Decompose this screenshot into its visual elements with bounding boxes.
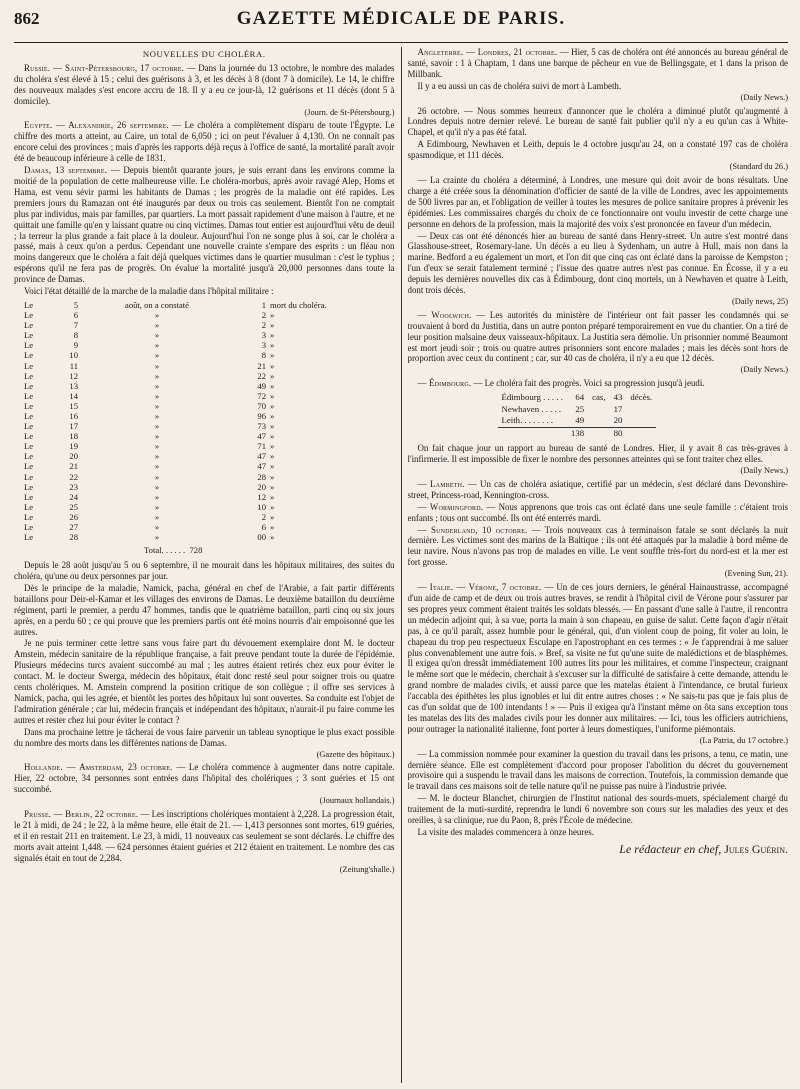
table-row [22,441,332,451]
row-day: 28 [69,532,78,543]
row-deaths: 20 [257,481,266,492]
row-day: 8 [73,330,78,341]
source-prusse: (Zeitung'shalle.) [339,864,395,874]
row-prefix: Le [24,431,34,442]
row-label: » [154,410,160,421]
row-tail: » [270,330,275,341]
row-cases-unit [588,427,609,439]
paragraph-damas-3: Dès le principe de la maladie, Namick, pacha, général en chef de l'Arabie, a fait partir différents bataillons pour Deir-el-Kamar et les villages des environs de Damas. Le deuxième bataillon du deuxième régiment, parti le premier, a perdu 47 hommes, tandis que le quatrième bataillon, parti cinq ou six jours après, en a perdu 60 ; ce qui prouve que les premiers partis ont été moins nourris d'air empoisonné que les autres. [14,582,395,637]
row-prefix: Le [24,461,34,472]
right-column [408,47,789,1077]
row-day: 12 [69,370,78,381]
article-prusse: Prusse. — Berlin, 22 octobre. — Les inscriptions cholériques montaient à 2,228. La progression était, le 21 à midi, de 24 ; le 22, à la même heure, elle était de 21. — 1,413 personnes sont mortes, 619 guéries, et il en restait 211 en traitement. Le 23, à midi, 11 nouveaux cas seulement se sont déclarés. Le chiffre des morts avait atteint 1,448. — 624 personnes étaient guéries et 212 étaient en traitement. Le nombre des cas signalés était en tout de 2,284. [14,809,395,863]
row-prefix: Le [24,501,34,512]
row-deaths: 71 [257,441,266,452]
row-tail: » [270,370,275,381]
row-day: 20 [69,451,78,462]
article-crainte: — La crainte du choléra a déterminé, à Londres, une mesure qui doit avoir de bons résultats. Une charge a été créée sous la dénomination d'officier de santé de la ville de Londres, avec les appointements de 500 livres par an, et l'obligation de veiller à toutes les mesures de police sanitaire propres à prévenir les épidémies. Les commissaires chargés du choix de ce fonctionnaire ont voulu investir de cette charge une personne en dehors de la profession, mais la majorité des voix s'est prononcée en faveur d'un médecin. [407,174,788,229]
paragraph-edin-after: On fait chaque jour un rapport au bureau de santé de Londres. Hier, il y avait 8 cas très-graves à l'infirmerie. Il est impossible de fixer le nombre des personnes atteintes qui se font traiter chez elles. [407,443,788,465]
row-deaths: 3 [261,330,266,341]
article-deux-cas: — Deux cas ont été dénoncés hier au bureau de santé dans Henry-street. Un autre s'est montré dans Glasshouse-street, Rosemary-lane. Un décès a eu lieu à Sydenham, un autre à Hull, mais non dans la marine. Bedford a eu également un mort, et l'on dit que cinq cas ont éclaté dans la paroisse de Kempston ; l'un d'eux se serait fatalement terminé ; l'issue des quatre autres n'est pas connue. En Écosse, il y a eu depuis les dernières nouvelles dix cas à Édimbourg, dont cinq mortels, un à Newhaven et quatre à Leith, dont trois décès. [407,230,788,296]
article-italie: — Italie. — Vérone, 7 octobre. — Un de ces jours derniers, le général Hainaustrasse, accompagné d'un aide de camp et de deux ou trois autres braves, se rendit à l'hôpital civil de Vérone pour s'assurer par ses propres yeux comment étaient traités les soldats blessés. — En passant d'une salle à l'autre, il rencontra un médecin adjoint qui, à sa vue, porta la main à son chapeau, en guise de salut. Cette façon d'agir n'était pas, à ce qu'il paraît, assez humble pour le général, qui, d'un violent coup de poing, fit voler au loin, le chapeau du trop peu respectueux Esculape en l'apostrophant en ces termes : « Je t'apprendrai à me saluer plus convenablement une autre fois. » Bref, sa visite ne fut qu'une suite de malédictions et de blasphèmes. Il exigea qu'on dressât immédiatement 100 autres lits pour les militaires, et comme l'inspecteur, craignant le même sort que le médecin, cherchait à s'excuser sur la difficulté de satisfaire à cette demande, attendu le grand nombre de malades civils, et aussi parce que les matelas étaient à l'intendance, ce brutal furieux l'accabla des épithètes les plus ignobles et lui dit entre autres choses : « Ne sais-tu pas que je fais plus de cas d'un soldat que de 100 intendants ! » — Puis il exigea qu'à l'instant même on ôta sans exception tous les matelas des lits des malades civils pour les donner aux militaires. — Ici, tous les officiers autrichiens, pour outrager la nationalité italienne, font porter à leurs domestiques, l'uniforme piémontais. [407,582,788,734]
row-place: Newhaven . . . . . [501,403,562,414]
row-place [498,427,567,439]
row-deaths: 12 [257,491,266,502]
table-row [22,502,332,512]
row-prefix: Le [24,511,34,522]
table-row [22,421,332,431]
row-day: 10 [69,350,78,361]
row-deaths: 1 [261,299,266,310]
paragraph-damas-5: Dans ma prochaine lettre je tâcherai de vous faire parvenir un tableau synoptique le plus exact possible du nombre des morts dans les différentes nations de Damas. [14,726,395,748]
row-label: » [154,390,160,401]
table-row [22,532,332,542]
row-prefix: Le [24,491,34,502]
row-label: » [154,471,160,482]
row-day: 22 [69,471,78,482]
row-deaths-unit [626,415,656,427]
row-tail: » [270,360,275,371]
row-label: » [154,310,160,321]
row-deaths: 73 [257,421,266,432]
row-day: 25 [69,501,78,512]
row-prefix: Le [24,299,34,310]
table-row [22,391,332,401]
table-total: Total. . . . . . 728 [144,545,203,556]
row-cases-unit [588,415,609,427]
row-day: 5 [73,299,78,310]
row-day: 17 [69,421,78,432]
article-wormingford: — Wormingford. — Nous apprenons que trois cas ont éclaté dans une seule famille : c'étaient trois enfants ; tous ont succombé. Ils ont été enterrés mardi. [407,501,788,523]
table-row [22,340,332,350]
row-deaths: 2 [261,511,266,522]
row-day: 19 [69,441,78,452]
row-day: 16 [69,410,78,421]
row-label: » [154,491,160,502]
row-label: » [154,330,160,341]
row-deaths: 2 [261,320,266,331]
page-header [14,8,788,43]
table-row [498,392,657,404]
row-tail: » [270,310,275,321]
row-cases: 49 [575,415,585,426]
row-prefix: Le [24,451,34,462]
row-deaths: 22 [257,370,266,381]
table-row [22,522,332,532]
article-lambeth: — Lambeth. — Un cas de choléra asiatique, certifié par un médecin, s'est déclaré dans Devonshire-street, Princess-road, Kennington-cross. [407,478,788,500]
row-prefix: Le [24,390,34,401]
row-day: 21 [69,461,78,472]
row-deaths: 3 [261,340,266,351]
article-angleterre: Angleterre. — Londres, 21 octobre. — Hier, 5 cas de choléra ont été annoncés au bureau général de santé, savoir : 1 à Chaptam, 1 dans une barque de pêcheur en vue de Bellingsgate, et 1 dans la prison de Millbank. [407,47,788,79]
row-deaths: 72 [257,390,266,401]
row-deaths: 2 [261,310,266,321]
row-tail: » [270,390,275,401]
row-prefix: Le [24,400,34,411]
row-prefix: Le [24,340,34,351]
table-intro: Voici l'état détaillé de la marche de la maladie dans l'hôpital militaire : [24,286,274,297]
page-title: GAZETTE MÉDICALE DE PARIS. [236,8,566,29]
article-russie: Russie. — Saint-Pétersbourg, 17 octobre. — Dans la journée du 13 octobre, le nombre des malades du choléra s'est élevé à 15 ; celui des guérisons à 3, et les décès à 8 (dont 7 à domicile). Le 14, le chiffre des nouveaux malades s'est encore accru de 18. Il y a eu ce jour-là, 12 guérisons et 11 décès (dont 5 à domicile). [14,62,395,106]
article-damas: Damas, 13 septembre. — Depuis bientôt quarante jours, je suis errant dans les environs comme la moitié de la population de cette malheureuse ville. Le choléra-morbus, après avoir ravagé Alep, Homs et Hama, est venu sévir parmi les habitants de Damas ; les progrès de la maladie ont été rapides. Les premiers jours du Ramazan ont été inaugurés par deux ou trois cas seulement. Bientôt l'on ne comptait plus par individus, mais par familles, par quartiers. La mort passait rapidement d'une maison à l'autre, et ne quittait une famille qu'en y laissant quatre ou cinq victimes. Damas tout entier est aujourd'hui vêtu de deuil ; la terreur la plus grande a fait place à la douleur. Aujourd'hui l'on ne songe plus à soi, car le choléra a passé, mais à ceux qu'on a perdus. Cependant une nouvelle crainte s'empare des esprits : un fléau non moins dangereux que le choléra a fait déjà quelques victimes dans le quartier musulman : c'est le typhus ; espérons qu'il ne fera pas de progrès. On évalue la mortalité jusqu'à 20,000 personnes dans toute la province de Damas. [14,165,395,285]
row-deaths: 8 [261,350,266,361]
paragraph-lambeth-note: Il y a eu aussi un cas de choléra suivi de mort à Lambeth. [417,80,622,91]
paragraph-damas-2: Depuis le 28 août jusqu'au 5 ou 6 septembre, il ne mourait dans les hôpitaux militaires, des suites du choléra, qu'une ou deux personnes par jour. [14,560,395,581]
row-tail: » [270,410,275,421]
paragraph-edimbourg-count: A Edimbourg, Newhaven et Leith, depuis le 4 octobre jusqu'au 24, on a constaté 197 cas de choléra spasmodique, et 111 décès. [407,139,788,161]
table-row [498,404,657,416]
row-label: » [154,501,160,512]
row-deaths: 20 [613,415,623,426]
row-prefix: Le [24,522,34,532]
section-title: NOUVELLES DU CHOLÉRA. [142,49,266,59]
row-prefix: Le [24,370,34,381]
table-row [22,300,332,310]
source-damas: (Gazette des hôpitaux.) [316,749,395,759]
row-prefix: Le [24,421,34,432]
paragraph-visite: La visite des malades commencera à onze heures. [417,827,594,837]
row-label: » [154,380,160,391]
source-italie: (La Patria, du 17 octobre.) [699,735,788,745]
row-place: Leith. . . . . . . . [501,415,554,426]
source-woolwich: (Daily News.) [740,365,788,375]
row-day: 11 [69,360,78,371]
row-label: » [154,340,160,351]
row-label: » [154,461,160,472]
source-russie: (Journ. de St-Pétersbourg.) [304,107,395,117]
row-day: 6 [73,310,78,321]
row-deaths-unit: décès. [630,392,653,403]
row-tail: mort du choléra. [270,299,327,310]
article-26-octobre: 26 octobre. — Nous sommes heureux d'annoncer que le choléra a diminué plutôt qu'augmenté à Londres depuis notre dernier relevé. Le bureau de santé fait publier qu'il n'y a eu qu'un cas à White-Chapel, et qu'il n'y a pas été fatal. [407,105,788,138]
total-cases: 138 [567,427,588,439]
row-prefix: Le [24,410,34,421]
row-deaths-unit [626,427,656,439]
row-deaths: 6 [261,522,266,532]
source-hollande: (Journaux hollandais.) [319,796,395,806]
row-day: 9 [73,340,78,351]
table-row [22,381,332,391]
edimbourg-table [498,392,657,439]
total-deaths: 80 [610,427,627,439]
row-day: 18 [69,431,78,442]
row-deaths: 47 [257,451,266,462]
table-row [22,320,332,330]
row-day: 15 [69,400,78,411]
table-row [22,401,332,411]
row-deaths: 43 [613,392,623,403]
row-tail: » [270,501,275,512]
row-label: » [154,522,160,532]
table-row [22,472,332,482]
row-tail: » [270,471,275,482]
row-tail: » [270,431,275,442]
page-number: 862 [14,9,40,28]
row-deaths: 47 [257,461,266,472]
table-row [22,451,332,461]
table-row [498,415,657,427]
source-edimbourg: (Daily News.) [740,466,788,475]
row-label: » [154,511,160,522]
editor-signature: Le rédacteur en chef, Jules Guérin. [619,841,788,856]
row-deaths: 17 [613,403,623,414]
row-day: 24 [69,491,78,502]
row-day: 14 [69,390,78,401]
row-prefix: Le [24,380,34,391]
row-deaths: 96 [257,410,266,421]
row-tail: » [270,481,275,492]
row-deaths: 70 [257,400,266,411]
source-angleterre: (Daily News.) [740,92,788,102]
row-label: » [154,360,160,371]
article-commission: — La commission nommée pour examiner la question du travail dans les prisons, a tenu, ce matin, une dernière séance. Elle est complètement d'accord pour proposer l'abolition du décret du gouvernement provisoire qui a suspendu le travail dans les maisons de correction. Toutefois, la commission demande que le travail dans ces maisons soit de telle nature qu'il ne puisse pas nuire à l'industrie privée. [407,748,788,792]
article-edimbourg: — Édimbourg. — Le choléra fait des progrès. Voici sa progression jusqu'à jeudi. [417,378,705,389]
row-cases: 64 [575,392,585,403]
table-row [22,330,332,340]
row-tail: » [270,491,275,502]
table-row [22,461,332,471]
source-sunderland: (Evening Sun, 21). [724,569,788,579]
row-tail: » [270,532,275,543]
table-row [22,350,332,360]
row-tail: » [270,380,275,391]
row-tail: » [270,511,275,522]
table-row [22,371,332,381]
row-label: » [154,400,160,411]
article-blanchet: — M. le docteur Blanchet, chirurgien de l'Institut national des sourds-muets, spécialement chargé du traitement de la muti-surdité, reprendra le lundi 6 novembre son cours sur les maladies des yeux et des oreilles, à sa clinique, rue du Paon, 8, près l'École de médecine. [407,793,788,826]
row-deaths: 49 [257,380,266,391]
column-divider [401,47,402,1083]
row-tail: » [270,320,275,331]
table-row [22,411,332,421]
row-cases-unit [588,404,609,416]
article-sunderland: — Sunderland, 10 octobre. — Trois nouveaux cas à terminaison fatale se sont déclarés la nuit dernière. Les victimes sont des marins de la Baltique ; ils ont été attaqués par la maladie à bord même de leur navire. Nous n'avons pas trop de malades en ville. Le vent souffle très-fort du nord-est et la mer est fort grosse. [407,524,788,568]
table-row [22,512,332,522]
row-prefix: Le [24,471,34,482]
row-prefix: Le [24,310,34,321]
paragraph-damas-4: Je ne puis terminer cette lettre sans vous faire part du dévouement exemplaire dont M. le docteur Amstein, médecin sanitaire de la république française, a fait preuve pendant toute la durée de l'épidémie. Plusieurs médecins turcs avaient succombé au mal ; les autres étaient retirés chez eux pour éviter le contact. M. le docteur Swerga, médecin des hôpitaux, était donc resté seul pour soigner trois ou quatre cents cholériques. M. Amstein comprend la position critique de son collègue ; il offre ses services à Namick, pacha, qui les agrée, et bientôt les portes des hôpitaux lui sont ouvertes. Sa conduite est l'objet de l'admiration générale ; car lui, médecin français et indépendant des hôpitaux, n'aurait-il pu faire comme les autres et rester chez lui pour éviter le contact ? [14,638,395,725]
row-cases-unit: cas, [592,392,606,403]
row-tail: » [270,522,275,532]
source-deux-cas: (Daily news, 25) [731,296,788,306]
columns [14,47,788,1077]
row-deaths-unit [626,404,656,416]
row-prefix: Le [24,350,34,361]
row-deaths: 10 [257,501,266,512]
article-woolwich: — Woolwich. — Les autorités du ministère de l'intérieur ont fait passer les condamnés qui se trouvaient à bord du Justitia, dans un autre ponton préparé temporairement en vue du chantier. On a tiré de leur position malsaine deux vaisseaux-hôpitaux. La Justitia sera démolie. Un prisonnier nommé Beaumont est mort jeudi soir ; trois ou quatre autres prisonniers sont encore malades ; mais les décès sont hors de proportion avec ceux du continent ; car, sur 40 cas de choléra, il n'y a eu que 12 décès. [407,309,788,364]
row-deaths: 28 [257,471,266,482]
article-egypte: Egypte. — Alexandrie, 26 septembre. — Le choléra a complètement disparu de toute l'Égypte. Le chiffre des morts a atteint, au Caire, un total de 6,050 ; ici on peut l'évaluer à 4,130. On ne connaît pas encore celui des provinces ; mais d'après les rapports déjà reçus à l'office de santé, la mortalité paraît avoir été de beaucoup inférieure à celle de 1831. [14,120,395,164]
source-26-octobre: (Standard du 26.) [729,162,788,172]
row-tail: » [270,421,275,432]
row-label: » [154,481,160,492]
row-deaths: 21 [257,360,266,371]
row-prefix: Le [24,532,34,543]
row-prefix: Le [24,320,34,331]
row-label: » [154,320,160,331]
row-label: » [154,350,160,361]
row-tail: » [270,350,275,361]
row-prefix: Le [24,360,34,371]
table-row [22,492,332,502]
row-tail: » [270,461,275,472]
row-label: août, on a constaté [125,299,189,310]
row-label: » [154,451,160,462]
row-tail: » [270,340,275,351]
row-day: 23 [69,481,78,492]
hospital-death-table [22,300,332,542]
row-label: » [154,441,160,452]
left-column [14,47,395,1077]
row-deaths: 47 [257,431,266,442]
table-total-row [498,427,657,439]
row-label: » [154,532,160,543]
row-label: » [154,431,160,442]
row-prefix: Le [24,441,34,452]
row-prefix: Le [24,330,34,341]
row-day: 13 [69,380,78,391]
row-label: » [154,421,160,432]
row-day: 26 [69,511,78,522]
table-row [22,361,332,371]
row-day: 7 [73,320,78,331]
row-place: Édimbourg . . . . . [501,392,563,403]
article-hollande: Hollande. — Amsterdam, 23 octobre. — Le choléra commence à augmenter dans notre capitale. Hier, 22 octobre, 34 personnes sont entrées dans l'hôpital des cholériques ; 3 sont guéries et 15 ont succombé. [14,762,395,795]
row-tail: » [270,441,275,452]
row-cases: 25 [575,403,585,414]
row-label: » [154,370,160,381]
table-row [22,310,332,320]
row-tail: » [270,400,275,411]
row-tail: » [270,451,275,462]
row-deaths: 00 [257,532,266,543]
table-row [22,431,332,441]
table-row [22,482,332,492]
row-prefix: Le [24,481,34,492]
row-day: 27 [69,522,78,532]
